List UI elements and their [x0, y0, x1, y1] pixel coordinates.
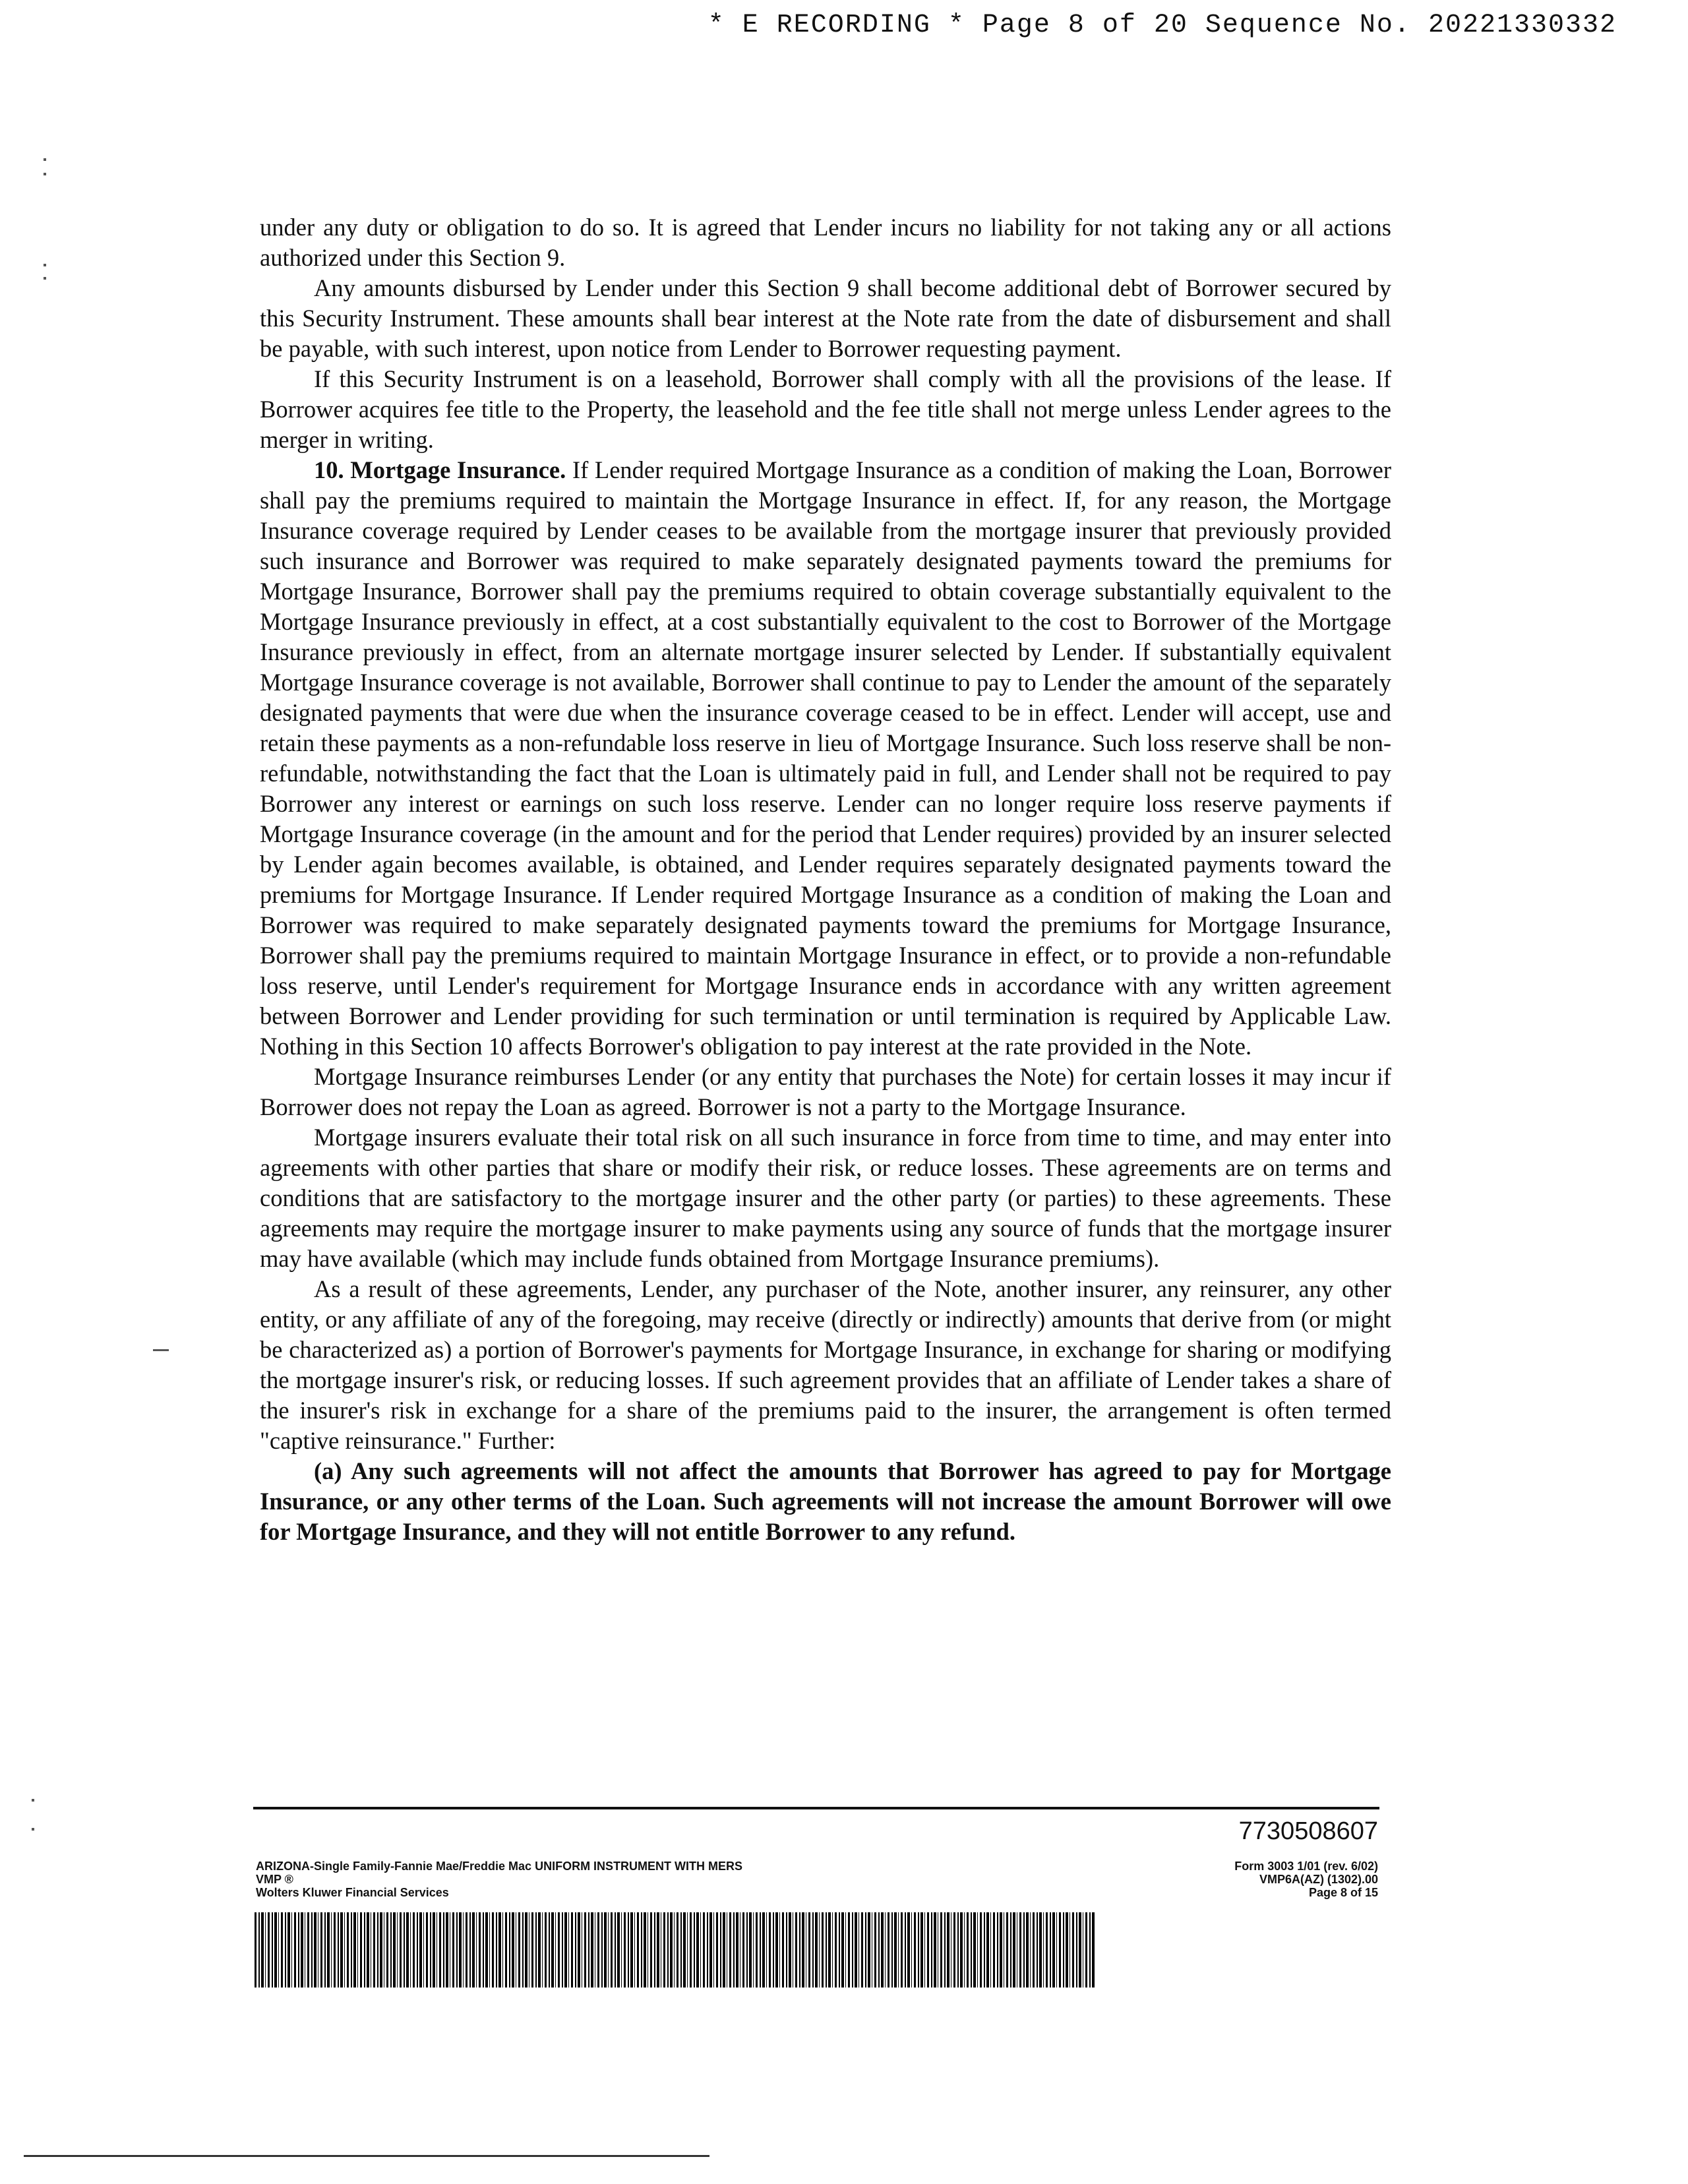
- margin-mark: [44, 277, 46, 280]
- scan-edge-line: [24, 2155, 709, 2157]
- barcode: [255, 1912, 1095, 1987]
- paragraph-disbursed-amounts: Any amounts disbursed by Lender under this Section 9 shall become additional debt of Borrower secured by this Security Instrument. These amounts shall bear interest at the Note rate from the date of disbursement and shall be payable, with such interest, upon notice from Lender to Borrower requesting payment.: [260, 274, 1391, 362]
- paragraph-mortgage-insurance: [260, 455, 1391, 1062]
- paragraph-reimburses: Mortgage Insurance reimburses Lender (or any entity that purchases the Note) for certain losses it may incur if Borrower does not repay the Loan as agreed. Borrower is not a party to the Mortgage Insurance.: [260, 1063, 1391, 1120]
- loan-number: 7730508607: [1238, 1817, 1378, 1845]
- margin-mark: [44, 158, 46, 161]
- margin-mark: [44, 264, 46, 266]
- form-identifiers: [1234, 1860, 1378, 1899]
- margin-mark: [32, 1828, 34, 1831]
- footer-rule: [253, 1807, 1379, 1809]
- form-publisher: Wolters Kluwer Financial Services: [256, 1886, 449, 1899]
- paragraph-insurers-evaluate: Mortgage insurers evaluate their total risk on all such insurance in force from time to time, and may enter into agreements with other parties that share or modify their risk, or reduce losses. These agreements are on terms and conditions that are satisfactory to the mortgage insurer and the other party (or parties) to these agreements. These agreements may require the mortgage insurer to make payments using any source of funds that the mortgage insurer may have available (which may include funds obtained from Mortgage Insurance premiums).: [260, 1124, 1391, 1272]
- form-vendor: VMP ®: [256, 1873, 293, 1886]
- paragraph-continuation: under any duty or obligation to do so. It is agreed that Lender incurs no liability for not taking any or all actions authorized under this Section 9.: [260, 214, 1391, 271]
- margin-mark: [32, 1799, 34, 1802]
- section-10-heading: 10. Mortgage Insurance.: [314, 456, 566, 483]
- paragraph-leasehold: If this Security Instrument is on a leasehold, Borrower shall comply with all the provisions of the lease. If Borrower acquires fee title to the Property, the leasehold and the fee title shall not merge unless Lender agrees to the merger in writing.: [260, 365, 1391, 453]
- margin-mark: [44, 173, 46, 175]
- form-number: Form 3003 1/01 (rev. 6/02): [1234, 1860, 1378, 1873]
- form-code: VMP6A(AZ) (1302).00: [1259, 1873, 1378, 1886]
- form-page-number: Page 8 of 15: [1308, 1886, 1378, 1899]
- paragraph-clause-a: (a) Any such agreements will not affect the amounts that Borrower has agreed to pay for Mortgage Insurance, or any other terms of the Loan. Such agreements will not increase the amount Borrower will owe for Mortgage Insurance, and they will not entitle Borrower to any refund.: [260, 1457, 1391, 1545]
- margin-mark: [153, 1349, 169, 1351]
- form-description: [256, 1860, 742, 1899]
- form-title: ARIZONA-Single Family-Fannie Mae/Freddie Mac UNIFORM INSTRUMENT WITH MERS: [256, 1860, 743, 1873]
- recording-header: * E RECORDING * Page 8 of 20 Sequence No. 20221330332: [708, 11, 1617, 40]
- paragraph-result-agreements: As a result of these agreements, Lender, any purchaser of the Note, another insurer, any reinsurer, any other entity, or any affiliate of any of the foregoing, may receive (directly or indirectly) amounts that derive from (or might be characterized as) a portion of Borrower's payments for Mortgage Insurance, in exchange for sharing or modifying the mortgage insurer's risk, or reducing losses. If such agreement provides that an affiliate of Lender takes a share of the insurer's risk in exchange for a share of the premiums paid to the insurer, the arrangement is often termed "captive reinsurance." Further:: [260, 1275, 1391, 1454]
- section-10-text: If Lender required Mortgage Insurance as a condition of making the Loan, Borrower shall pay the premiums required to maintain the Mortgage Insurance in effect. If, for any reason, the Mortgage Insurance coverage required by Lender ceases to be available from the mortgage insurer that previously provided such insurance and Borrower was required to make separately designated payments toward the premiums for Mortgage Insurance, Borrower shall pay the premiums required to obtain coverage substantially equivalent to the Mortgage Insurance previously in effect, at a cost substantially equivalent to the cost to Borrower of the Mortgage Insurance previously in effect, from an alternate mortgage insurer selected by Lender. If substantially equivalent Mortgage Insurance coverage is not available, Borrower shall continue to pay to Lender the amount of the separately designated payments that were due when the insurance coverage ceased to be in effect. Lender will accept, use and retain these payments as a non-refundable loss reserve in lieu of Mortgage Insurance. Such loss reserve shall be non-refundable, notwithstanding the fact that the Loan is ultimately paid in full, and Lender shall not be required to pay Borrower any interest or earnings on such loss reserve. Lender can no longer require loss reserve payments if Mortgage Insurance coverage (in the amount and for the period that Lender requires) provided by an insurer selected by Lender again becomes available, is obtained, and Lender requires separately designated payments toward the premiums for Mortgage Insurance. If Lender required Mortgage Insurance as a condition of making the Loan and Borrower was required to make separately designated payments toward the premiums for Mortgage Insurance, Borrower shall pay the premiums required to maintain Mortgage Insurance in effect, or to provide a non-refundable loss reserve, until Lender's requirement for Mortgage Insurance ends in accordance with any written agreement between Borrower and Lender providing for such termination or until termination is required by Applicable Law. Nothing in this Section 10 affects Borrower's obligation to pay interest at the rate provided in the Note.: [260, 456, 1391, 1060]
- document-body: [260, 212, 1391, 1547]
